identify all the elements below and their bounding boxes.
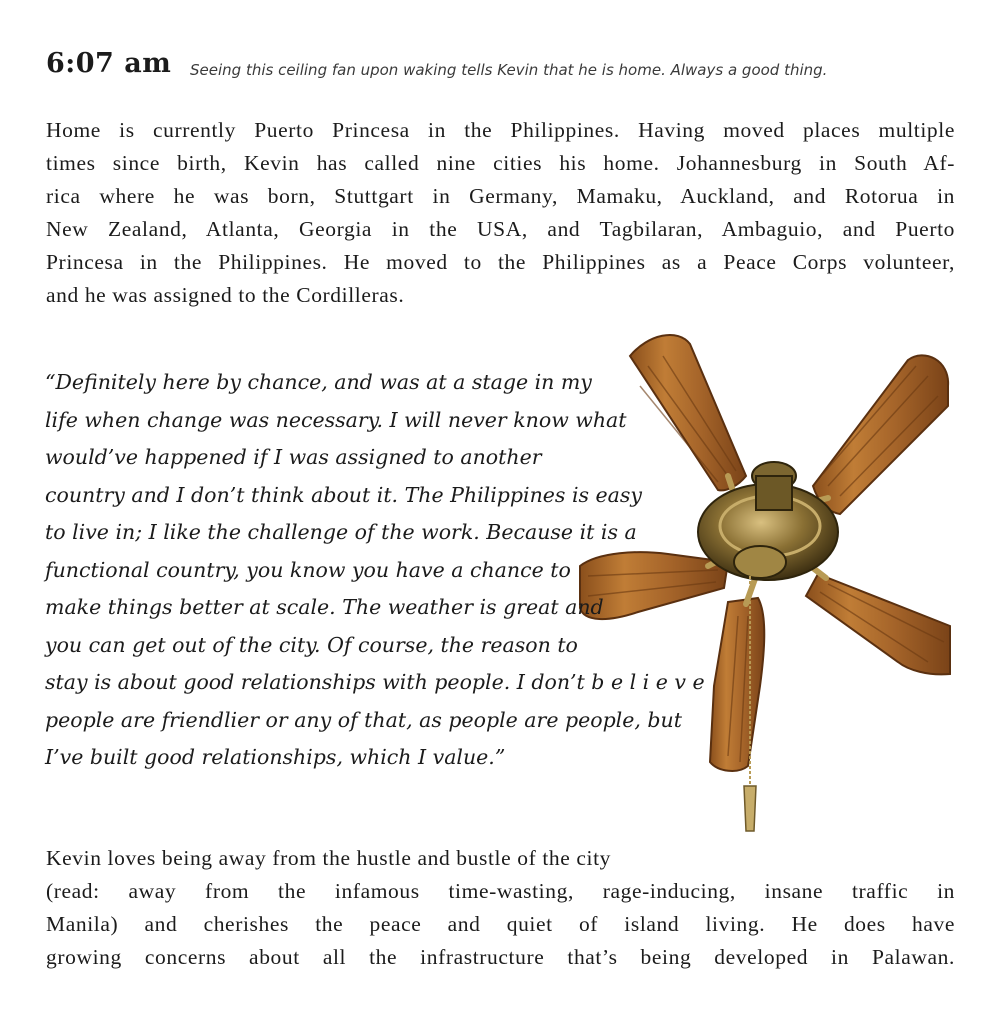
quote-line: to live in; I like the challenge of the work. Because it is a [45, 520, 637, 544]
text-line: and he was assigned to the Cordilleras. [46, 283, 405, 307]
quote-line: you can get out of the city. Of course, the reason to [45, 632, 578, 657]
quote-line: people are friendlier or any of that, as people are people, but [45, 707, 682, 732]
quote-line: I’ve built good relationships, which I value.” [45, 745, 506, 769]
kevin-quote [45, 364, 705, 777]
fan-blade-lower-right [806, 574, 950, 674]
text-line: New Zealand, Atlanta, Georgia in the USA, and Tagbilaran, Ambaguio, and Puerto [46, 217, 955, 241]
quote-line: stay is about good relationships with people. I don’t b e l i e v e [45, 670, 705, 694]
text-line: Kevin loves being away from the hustle and bustle of the city [46, 846, 612, 870]
text-line: Manila) and cherishes the peace and quiet of island living. He does have [46, 912, 955, 936]
quote-line: country and I don’t think about it. The Philippines is easy [45, 482, 643, 507]
quote-line: would’ve happened if I was assigned to another [45, 445, 542, 469]
fan-blade-bottom [710, 598, 764, 771]
quote-line: “Definitely here by chance, and was at a stage in my [45, 370, 592, 394]
quote-line: make things better at scale. The weather is great and [45, 595, 604, 619]
text-line: times since birth, Kevin has called nine cities his home. Johannesburg in South Af- [46, 151, 955, 175]
text-line: Princesa in the Philippines. He moved to the Philippines as a Peace Corps volunteer, [46, 250, 955, 274]
photo-caption: Seeing this ceiling fan upon waking tells Kevin that he is home. Always a good thing. [190, 61, 828, 79]
time-heading: 6:07 am [46, 48, 172, 79]
text-line: rica where he was born, Stuttgart in Germany, Mamaku, Auckland, and Rotorua in [46, 184, 955, 208]
intro-paragraph [46, 114, 955, 312]
text-line: Home is currently Puerto Princesa in the Philippines. Having moved places multiple [46, 118, 955, 142]
quote-line: life when change was necessary. I will never know what [45, 407, 627, 432]
text-line: growing concerns about all the infrastructure that’s being developed in Palawan. [46, 945, 955, 969]
fan-blade-right [813, 355, 948, 514]
quote-line: functional country, you know you have a chance to [45, 557, 571, 582]
outro-paragraph [46, 842, 955, 974]
text-line: (read: away from the infamous time-wasting, rage-inducing, insane traffic in [46, 879, 955, 903]
